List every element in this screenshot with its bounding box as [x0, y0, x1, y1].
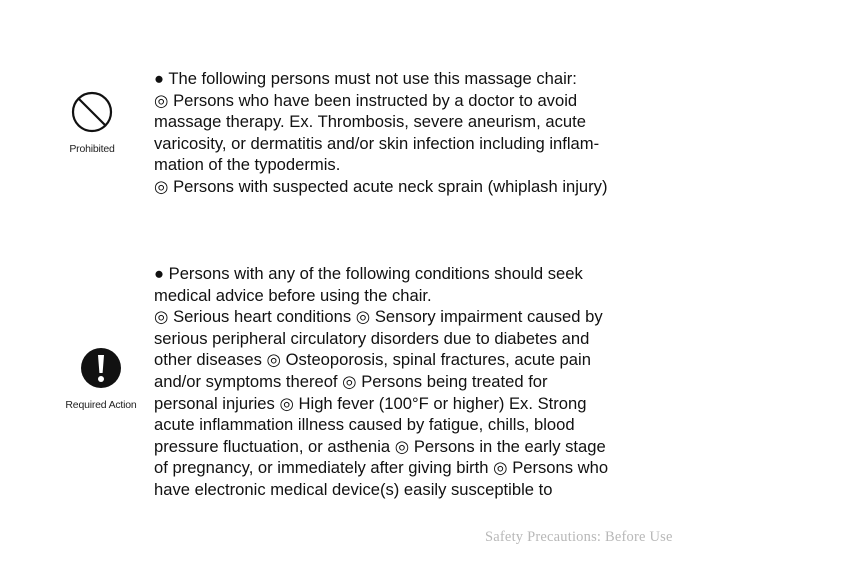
text-line: acute inflammation illness caused by fatigue, chills, blood [154, 415, 575, 435]
required-action-icon [79, 346, 123, 390]
text-line: ◎ Persons with suspected acute neck sprain (whiplash injury) [154, 176, 608, 196]
required-action-text [154, 263, 674, 501]
text-line: varicosity, or dermatitis and/or skin infection including inflam- [154, 133, 600, 153]
text-line: ● Persons with any of the following conditions should seek [154, 264, 583, 283]
prohibited-text [154, 68, 674, 198]
text-line: ◎ Serious heart conditions ◎ Sensory impairment caused by [154, 307, 603, 327]
text-line: mation of the typodermis. [154, 155, 341, 175]
text-line: other diseases ◎ Osteoporosis, spinal fractures, acute pain [154, 350, 591, 370]
text-line: pressure fluctuation, or asthenia ◎ Persons in the early stage [154, 436, 606, 456]
text-line: personal injuries ◎ High fever (100°F or higher) Ex. Strong [154, 393, 587, 413]
text-line: and/or symptoms thereof ◎ Persons being treated for [154, 371, 548, 391]
prohibited-label: Prohibited [69, 143, 115, 155]
prohibited-icon [70, 90, 114, 134]
prohibited-symbol [47, 90, 137, 155]
text-line: ● The following persons must not use this massage chair: [154, 69, 577, 88]
required-action-label: Required Action [65, 399, 137, 411]
text-line: ◎ Persons who have been instructed by a doctor to avoid [154, 90, 578, 110]
text-line: serious peripheral circulatory disorders due to diabetes and [154, 328, 590, 348]
text-line: have electronic medical device(s) easily susceptible to [154, 479, 553, 499]
text-line: of pregnancy, or immediately after giving birth ◎ Persons who [154, 458, 609, 478]
text-line: medical advice before using the chair. [154, 285, 432, 305]
text-line: massage therapy. Ex. Thrombosis, severe aneurism, acute [154, 112, 586, 132]
required-action-symbol [56, 346, 146, 411]
page-footer: Safety Precautions: Before Use [485, 529, 673, 545]
